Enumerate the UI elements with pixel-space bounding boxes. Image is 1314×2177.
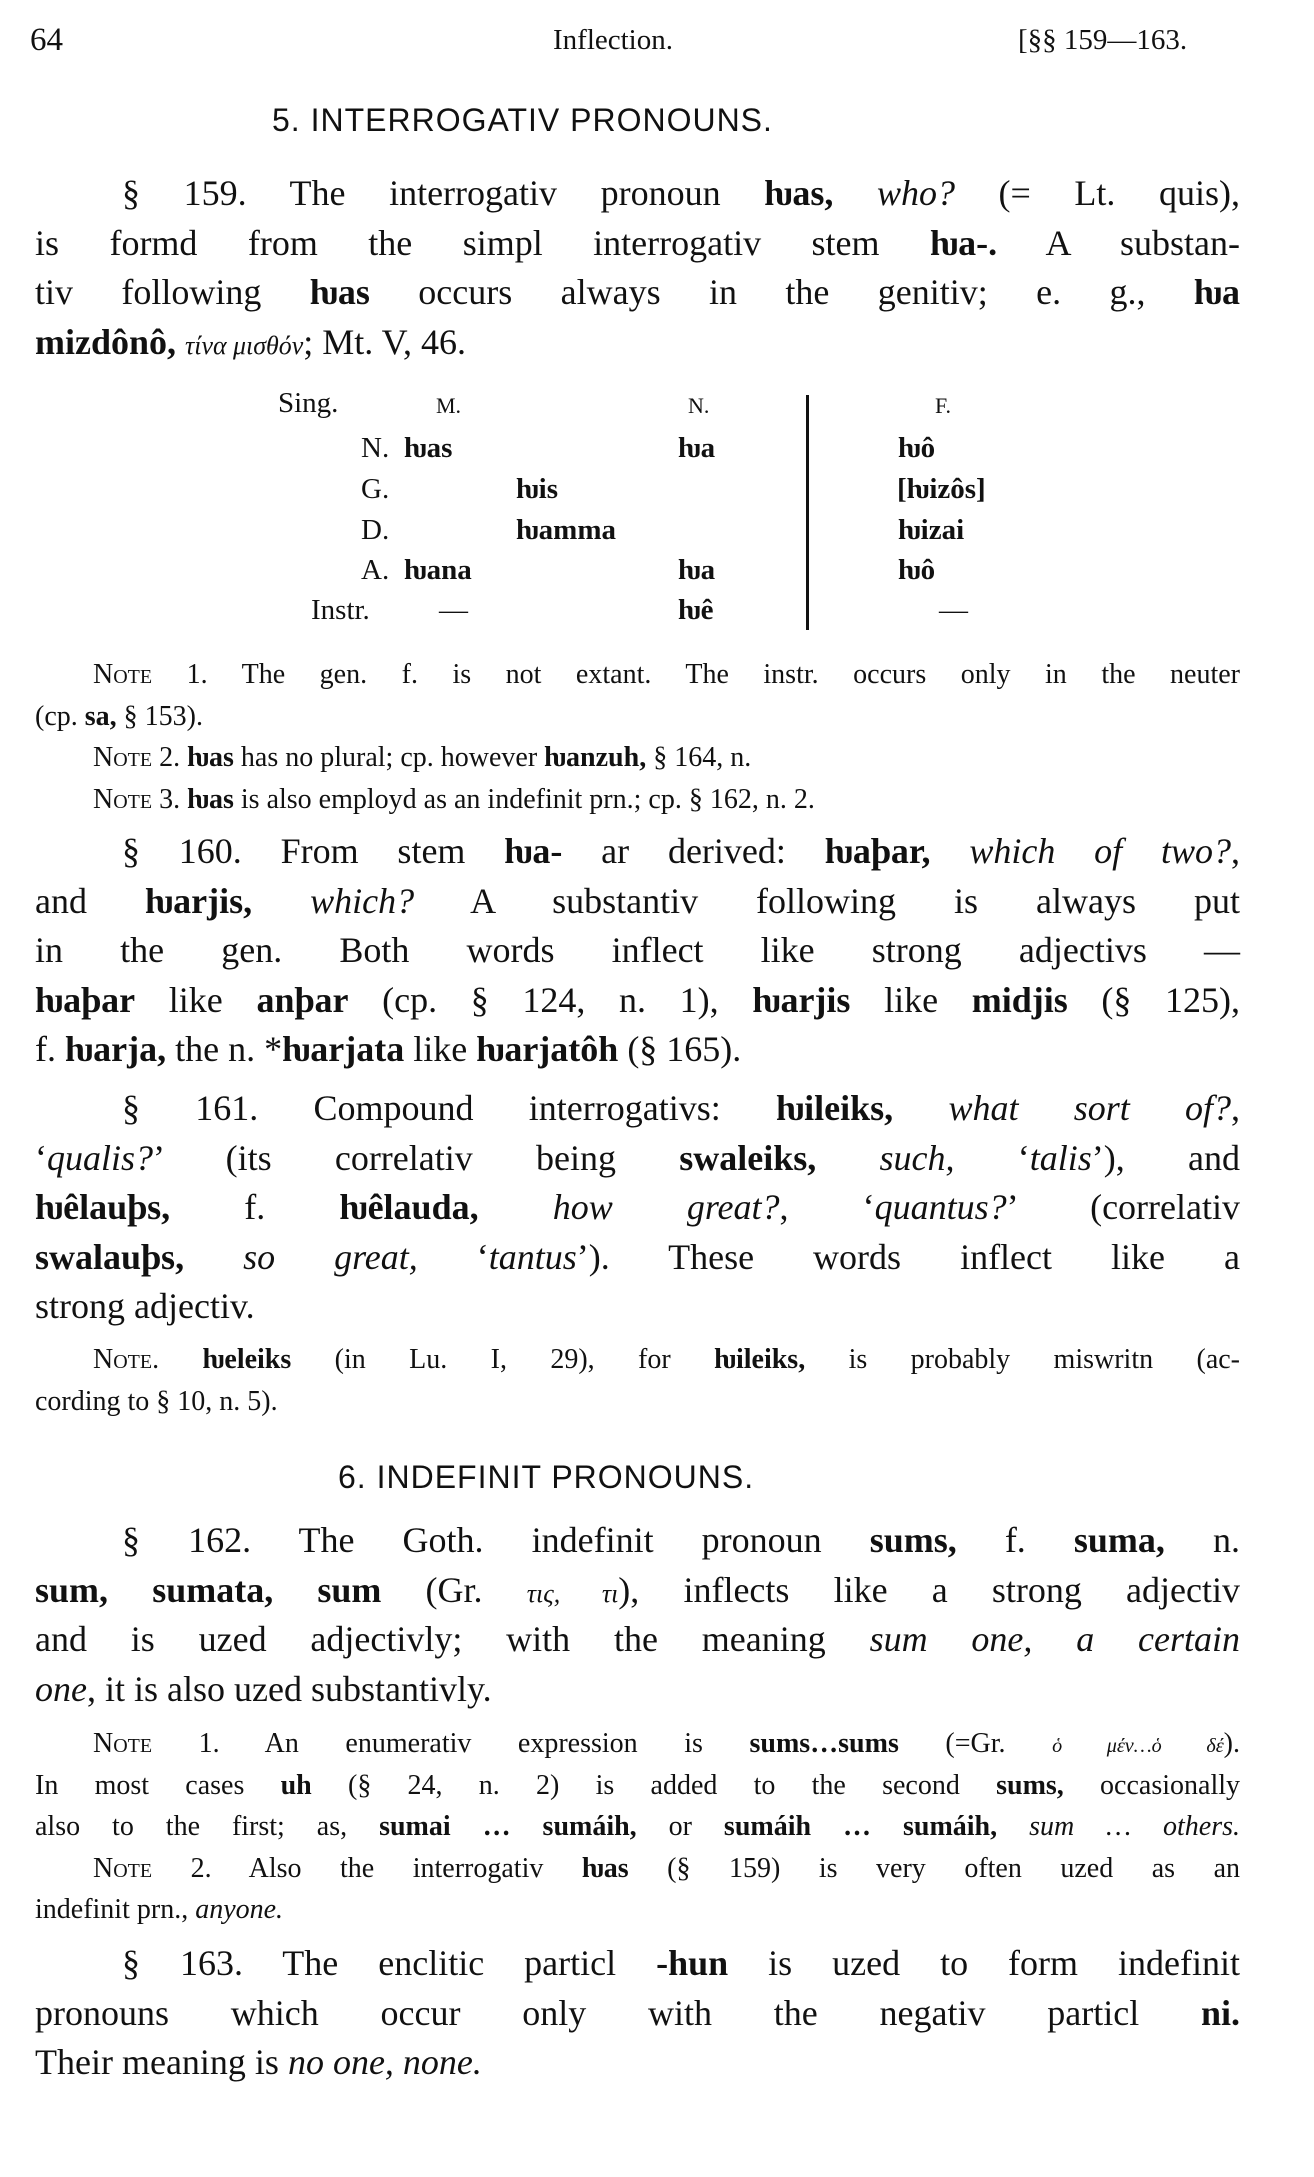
gothic-term: ni. — [1200, 1992, 1240, 2033]
form-neuter: ƕê — [678, 594, 714, 626]
text-run: ’ (correlativ — [1006, 1187, 1240, 1227]
text-run: (§ 24, n. 2) is added to the second — [311, 1769, 997, 1801]
text-run — [816, 1138, 879, 1178]
text-run: occurs always in the genitiv; e. g., — [369, 272, 1194, 312]
form-masculine: ƕas — [404, 432, 453, 464]
gloss: qualis? — [47, 1137, 154, 1178]
text-line — [35, 1084, 1240, 1134]
text-line — [35, 696, 1240, 738]
text-run — [893, 1088, 948, 1128]
notes-159 — [35, 654, 1240, 820]
text-line — [35, 737, 1240, 779]
text-run — [997, 1811, 1029, 1842]
text-line — [35, 2038, 1240, 2088]
gothic-term: ƕa — [1193, 272, 1240, 312]
note-label: Note 2. — [93, 1852, 212, 1884]
text-run: § 163. The enclitic particl — [122, 1943, 657, 1983]
gloss: quantus? — [874, 1187, 1007, 1227]
case-label: D. — [361, 514, 390, 546]
text-run: ), inflects like a strong adjectiv — [618, 1569, 1240, 1610]
text-run: in the gen. Both words inflect like strong adjectivs — — [35, 930, 1240, 970]
text-run: like — [850, 979, 972, 1020]
note-161 — [35, 1339, 1240, 1422]
note-label: Note 1. — [93, 1728, 220, 1759]
text-run: , — [1231, 831, 1240, 871]
text-line — [35, 877, 1240, 927]
text-run: (§ 159) is very often uzed as an — [628, 1852, 1241, 1884]
case-label: N. — [361, 432, 390, 464]
form-masculine-neuter: ƕis — [516, 473, 559, 505]
text-run: is uzed to form indefinit — [728, 1943, 1240, 1983]
text-run: f. — [170, 1187, 340, 1227]
section-heading-interrogativ: 5. INTERROGATIV PRONOUNS. — [272, 102, 773, 138]
paragraph-159 — [35, 169, 1240, 367]
text-line — [35, 1848, 1240, 1890]
form-neuter: ƕa — [678, 554, 716, 586]
gothic-term: ƕanzuh, — [544, 742, 647, 773]
text-run: ‘ — [417, 1236, 489, 1277]
greek-text: τις, τι — [526, 1578, 619, 1608]
text-run: In most cases — [35, 1769, 281, 1801]
text-run: § 162. The Goth. indefinit pronoun — [122, 1520, 870, 1560]
note-label: Note. — [93, 1344, 160, 1375]
gothic-term: ƕas — [581, 1852, 629, 1884]
gothic-term: ƕas — [187, 742, 234, 773]
form-masculine-neuter: ƕamma — [516, 514, 616, 546]
form-feminine: ƕizai — [898, 514, 965, 546]
text-run: (= Lt. quis), — [954, 173, 1240, 213]
text-run: strong adjectiv. — [35, 1286, 255, 1326]
gothic-term: sums, — [869, 1520, 957, 1560]
text-run: n. — [1164, 1520, 1240, 1560]
text-run: (§ 125), — [1067, 979, 1241, 1020]
text-run: f. — [35, 1029, 65, 1069]
text-run — [159, 1344, 202, 1375]
gothic-term: ƕeleiks — [202, 1344, 292, 1375]
text-run: cording to § 10, n. 5). — [35, 1385, 278, 1417]
text-run: like — [135, 979, 257, 1020]
text-line — [35, 926, 1240, 976]
gloss: no one, none. — [287, 2042, 482, 2082]
text-run: ’ (its correlativ being — [153, 1137, 680, 1178]
gothic-term: ƕêlauþs, — [35, 1187, 171, 1227]
gloss: which? — [310, 880, 415, 921]
gothic-term: ƕarjata — [282, 1029, 405, 1069]
text-line — [35, 1183, 1240, 1233]
text-run: § 159. The interrogativ pronoun — [122, 173, 765, 213]
paragraph-160 — [35, 827, 1240, 1075]
gothic-term: ƕileiks, — [776, 1088, 894, 1128]
gloss: anyone. — [195, 1894, 284, 1925]
text-line — [35, 1025, 1240, 1075]
text-line — [35, 1665, 1240, 1715]
case-label: A. — [361, 554, 390, 586]
gothic-term: mizdônô, — [35, 321, 177, 362]
gothic-term: sum, sumata, sum — [35, 1569, 382, 1610]
text-line — [35, 827, 1240, 877]
form-neuter: ƕa — [678, 432, 716, 464]
text-line — [35, 1282, 1240, 1332]
gothic-term: ƕa-. — [929, 222, 998, 263]
text-run: indefinit prn., — [35, 1894, 196, 1925]
case-label: G. — [361, 473, 390, 505]
gothic-term: sa, — [84, 700, 117, 732]
text-line — [35, 1339, 1240, 1381]
gothic-term: midjis — [971, 979, 1068, 1020]
text-line — [35, 318, 1240, 368]
text-line — [35, 1806, 1240, 1848]
gothic-term: ƕarja, — [65, 1029, 167, 1069]
notes-162 — [35, 1723, 1240, 1931]
paragraph-163 — [35, 1939, 1240, 2088]
text-run: ‘ — [35, 1137, 47, 1178]
gloss: sum one, a certain — [869, 1619, 1240, 1659]
column-divider — [806, 395, 809, 630]
page-number: 64 — [30, 22, 63, 58]
text-run: and — [35, 880, 145, 921]
greek-text: τίνα μισθόν — [185, 330, 304, 360]
text-line — [35, 1889, 1240, 1931]
gloss: sum … others. — [1029, 1811, 1240, 1842]
text-run: ‘ — [954, 1137, 1030, 1178]
form-feminine: ƕô — [898, 554, 936, 586]
form-masculine: — — [439, 594, 468, 626]
text-run: § 153). — [116, 700, 203, 732]
running-title: Inflection. — [553, 24, 673, 56]
gothic-term: anþar — [256, 979, 349, 1020]
col-header-masculine: M. — [436, 393, 462, 418]
gothic-term: sums…sums — [749, 1728, 899, 1759]
gothic-term: ƕas — [187, 783, 234, 815]
text-run: f. — [956, 1520, 1074, 1560]
text-run: pronouns which occur only with the negativ particl — [35, 1992, 1201, 2033]
section-heading-indefinit: 6. INDEFINIT PRONOUNS. — [338, 1459, 755, 1495]
gloss: so great, — [243, 1236, 418, 1277]
text-run: occasionally — [1063, 1769, 1241, 1801]
gothic-term: ƕaþar, — [824, 831, 931, 871]
text-line — [35, 1516, 1240, 1566]
gloss: how great? — [552, 1187, 780, 1227]
gothic-term: uh — [280, 1769, 312, 1801]
note-label: Note 3. — [93, 783, 181, 815]
text-run: The gen. f. is not extant. The instr. occurs only in the neuter — [207, 659, 1240, 690]
text-run: A substan- — [997, 222, 1240, 263]
text-line — [35, 1134, 1240, 1184]
text-line — [35, 1615, 1240, 1665]
gothic-term: ƕas, — [764, 173, 834, 213]
gothic-term: sumáih … sumáih, — [723, 1811, 998, 1842]
text-run: ). — [1223, 1728, 1240, 1759]
gloss: tantus — [488, 1236, 577, 1277]
text-run: like — [404, 1029, 477, 1069]
text-run — [176, 322, 185, 362]
text-run: is formd from the simpl interrogativ stem — [35, 222, 930, 263]
greek-text: ὁ μέν…ὁ δέ — [1052, 1735, 1224, 1757]
text-run: § 161. Compound interrogativs: — [122, 1088, 777, 1128]
gothic-term: ƕarjatôh — [476, 1029, 619, 1069]
text-run: , — [1231, 1088, 1241, 1128]
text-line — [35, 1566, 1240, 1616]
text-run: has no plural; cp. however — [233, 742, 545, 773]
text-run: ar derived: — [562, 831, 825, 871]
text-run: Also the interrogativ — [211, 1852, 582, 1884]
text-run: ’). These words inflect like a — [576, 1236, 1240, 1277]
gloss: which of two? — [969, 831, 1231, 871]
gothic-term: swaleiks, — [679, 1137, 817, 1178]
form-feminine: — — [939, 594, 968, 626]
case-label: Instr. — [311, 594, 370, 626]
text-line — [35, 1723, 1240, 1765]
gothic-term: ƕarjis, — [144, 880, 253, 921]
text-line — [35, 219, 1240, 269]
text-run: is probably miswritn (ac- — [805, 1344, 1240, 1375]
text-line — [35, 976, 1240, 1026]
text-line — [35, 268, 1240, 318]
text-run: also to the first; as, — [35, 1811, 380, 1842]
text-line — [35, 1765, 1240, 1807]
gothic-term: ƕas — [309, 272, 370, 312]
gothic-term: -hun — [656, 1943, 729, 1983]
text-run — [833, 173, 877, 213]
text-run: , it is also uzed substantivly. — [86, 1668, 492, 1709]
gloss: such, — [879, 1137, 955, 1178]
text-run: An enumerativ expression is — [219, 1728, 750, 1759]
paragraph-161 — [35, 1084, 1240, 1332]
text-run: (=Gr. — [898, 1728, 1053, 1759]
gothic-term: ƕaþar — [35, 979, 136, 1020]
text-run — [931, 831, 970, 871]
text-run — [252, 881, 310, 921]
section-range: [§§ 159—163. — [1018, 24, 1188, 56]
text-run: § 160. From stem — [122, 831, 505, 871]
col-header-feminine: F. — [935, 393, 951, 418]
text-run: the n. * — [166, 1029, 283, 1069]
gloss: talis — [1029, 1137, 1092, 1178]
text-run: (Gr. — [381, 1569, 527, 1610]
note-label: Note 2. — [93, 742, 181, 773]
gothic-term: sumai … sumáih, — [379, 1811, 637, 1842]
text-line — [35, 1381, 1240, 1423]
text-line — [35, 779, 1240, 821]
text-line — [35, 169, 1240, 219]
text-run: (cp. § 124, n. 1), — [348, 979, 753, 1020]
gothic-term: ƕarjis — [752, 979, 851, 1020]
gloss: who? — [876, 173, 955, 213]
text-run: ’), and — [1091, 1137, 1240, 1178]
number-label: Sing. — [278, 387, 339, 419]
text-run: or — [636, 1811, 724, 1842]
text-run: is also employd as an indefinit prn.; cp. § 162, n. 2. — [233, 783, 815, 815]
note-label: Note 1. — [93, 659, 208, 690]
gothic-term: ƕêlauda, — [339, 1187, 479, 1227]
text-run: ; Mt. V, 46. — [303, 321, 466, 362]
form-feminine: ƕô — [898, 432, 936, 464]
text-run — [184, 1237, 243, 1277]
text-run: (in Lu. I, 29), for — [291, 1344, 715, 1375]
gloss: what sort of? — [948, 1088, 1232, 1128]
text-run: A substantiv following is always put — [414, 880, 1240, 921]
gothic-term: sums, — [996, 1769, 1064, 1801]
text-run: Their meaning is — [35, 2042, 288, 2082]
text-line — [35, 1939, 1240, 1989]
text-line — [35, 654, 1240, 696]
gothic-term: ƕileiks, — [714, 1344, 806, 1375]
text-run: § 164, n. — [646, 742, 752, 773]
text-line — [35, 1989, 1240, 2039]
gothic-term: ƕa- — [504, 831, 563, 871]
col-header-neuter: N. — [688, 393, 710, 418]
text-run: (cp. — [35, 700, 85, 732]
text-run: tiv following — [35, 272, 310, 312]
text-line — [35, 1233, 1240, 1283]
text-run: , ‘ — [779, 1187, 875, 1227]
form-feminine: [ƕizôs] — [897, 473, 986, 505]
text-run: (§ 165). — [618, 1029, 742, 1069]
gothic-term: swalauþs, — [35, 1236, 185, 1277]
form-masculine: ƕana — [404, 554, 472, 586]
text-run: and is uzed adjectivly; with the meaning — [35, 1619, 870, 1659]
text-run — [479, 1187, 553, 1227]
gloss: one — [35, 1668, 87, 1709]
paragraph-162 — [35, 1516, 1240, 1714]
gothic-term: suma, — [1073, 1520, 1165, 1560]
